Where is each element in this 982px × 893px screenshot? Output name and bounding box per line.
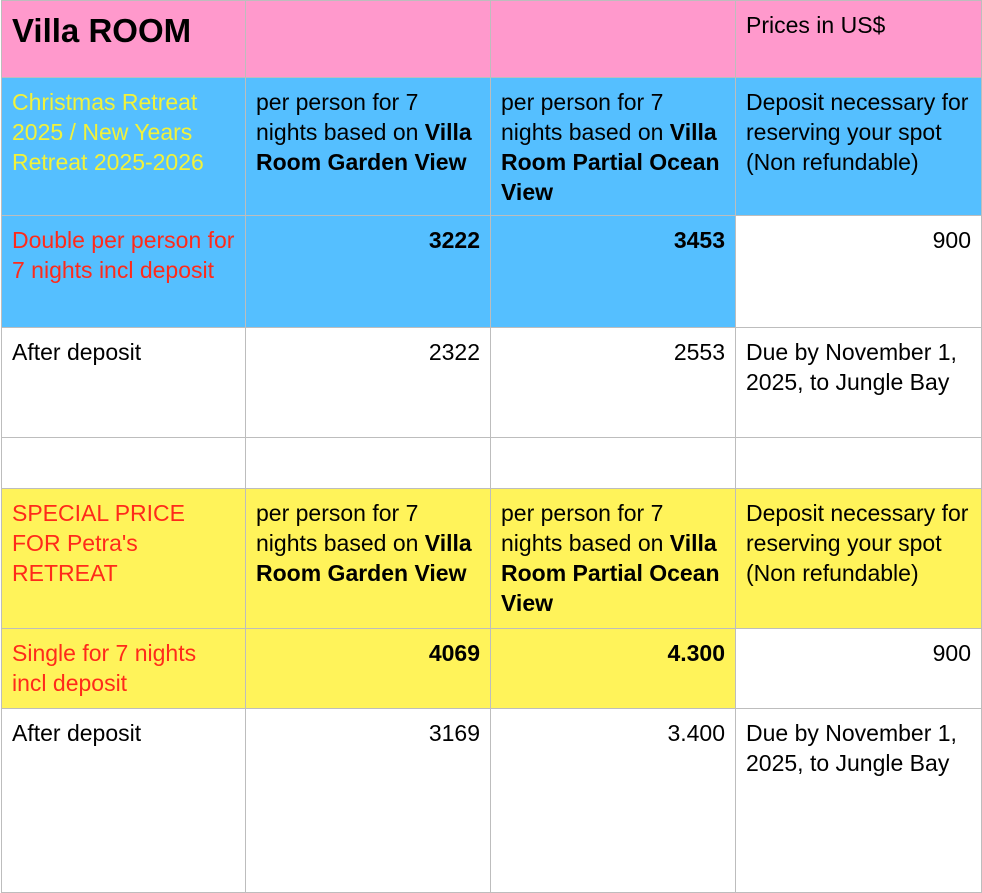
special-single-row xyxy=(2,629,982,709)
single-label[interactable]: Single for 7 nights incl deposit xyxy=(2,629,246,709)
garden-view-header[interactable] xyxy=(246,78,491,216)
per-person-text: per person for 7 nights based on xyxy=(501,89,664,145)
double-garden-price[interactable]: 3222 xyxy=(246,216,491,328)
empty-cell[interactable] xyxy=(246,1,491,78)
spacer-row xyxy=(2,438,982,489)
after-deposit-garden-price[interactable]: 2322 xyxy=(246,328,491,438)
special-after-deposit-row xyxy=(2,709,982,893)
after-deposit-ocean-price[interactable]: 2553 xyxy=(491,328,736,438)
per-person-text: per person for 7 nights based on xyxy=(501,500,664,556)
double-label[interactable]: Double per person for 7 nights incl deposit xyxy=(2,216,246,328)
title-row xyxy=(2,1,982,78)
currency-note[interactable]: Prices in US$ xyxy=(736,1,982,78)
christmas-header-row xyxy=(2,78,982,216)
garden-view-header[interactable] xyxy=(246,489,491,629)
room-type-label: Villa Room Garden View xyxy=(256,119,472,175)
ocean-view-header[interactable] xyxy=(491,489,736,629)
christmas-double-row xyxy=(2,216,982,328)
room-type-label: Villa Room Garden View xyxy=(256,530,472,586)
christmas-after-deposit-row xyxy=(2,328,982,438)
ocean-view-header[interactable] xyxy=(491,78,736,216)
room-type-label: Villa Room Partial Ocean View xyxy=(501,119,720,205)
single-garden-price[interactable]: 4069 xyxy=(246,629,491,709)
single-ocean-price[interactable]: 4.300 xyxy=(491,629,736,709)
per-person-text: per person for 7 nights based on xyxy=(256,89,419,145)
empty-cell[interactable] xyxy=(2,438,246,489)
due-date-note[interactable]: Due by November 1, 2025, to Jungle Bay xyxy=(736,709,982,893)
special-header-row xyxy=(2,489,982,629)
empty-cell[interactable] xyxy=(491,1,736,78)
deposit-header[interactable]: Deposit necessary for reserving your spot (Non refundable) xyxy=(736,78,982,216)
christmas-retreat-label[interactable]: Christmas Retreat 2025 / New Years Retreat 2025-2026 xyxy=(2,78,246,216)
special-price-label[interactable]: SPECIAL PRICE FOR Petra's RETREAT xyxy=(2,489,246,629)
double-ocean-price[interactable]: 3453 xyxy=(491,216,736,328)
empty-cell[interactable] xyxy=(246,438,491,489)
price-table xyxy=(1,0,982,893)
empty-cell[interactable] xyxy=(491,438,736,489)
after-deposit-label[interactable]: After deposit xyxy=(2,328,246,438)
room-type-label: Villa Room Partial Ocean View xyxy=(501,530,720,616)
deposit-header[interactable]: Deposit necessary for reserving your spot (Non refundable) xyxy=(736,489,982,629)
deposit-amount[interactable]: 900 xyxy=(736,216,982,328)
empty-cell[interactable] xyxy=(736,438,982,489)
after-deposit-label[interactable]: After deposit xyxy=(2,709,246,893)
deposit-amount[interactable]: 900 xyxy=(736,629,982,709)
after-deposit-garden-price[interactable]: 3169 xyxy=(246,709,491,893)
table-title[interactable]: Villa ROOM xyxy=(2,1,246,78)
per-person-text: per person for 7 nights based on xyxy=(256,500,419,556)
after-deposit-ocean-price[interactable]: 3.400 xyxy=(491,709,736,893)
due-date-note[interactable]: Due by November 1, 2025, to Jungle Bay xyxy=(736,328,982,438)
